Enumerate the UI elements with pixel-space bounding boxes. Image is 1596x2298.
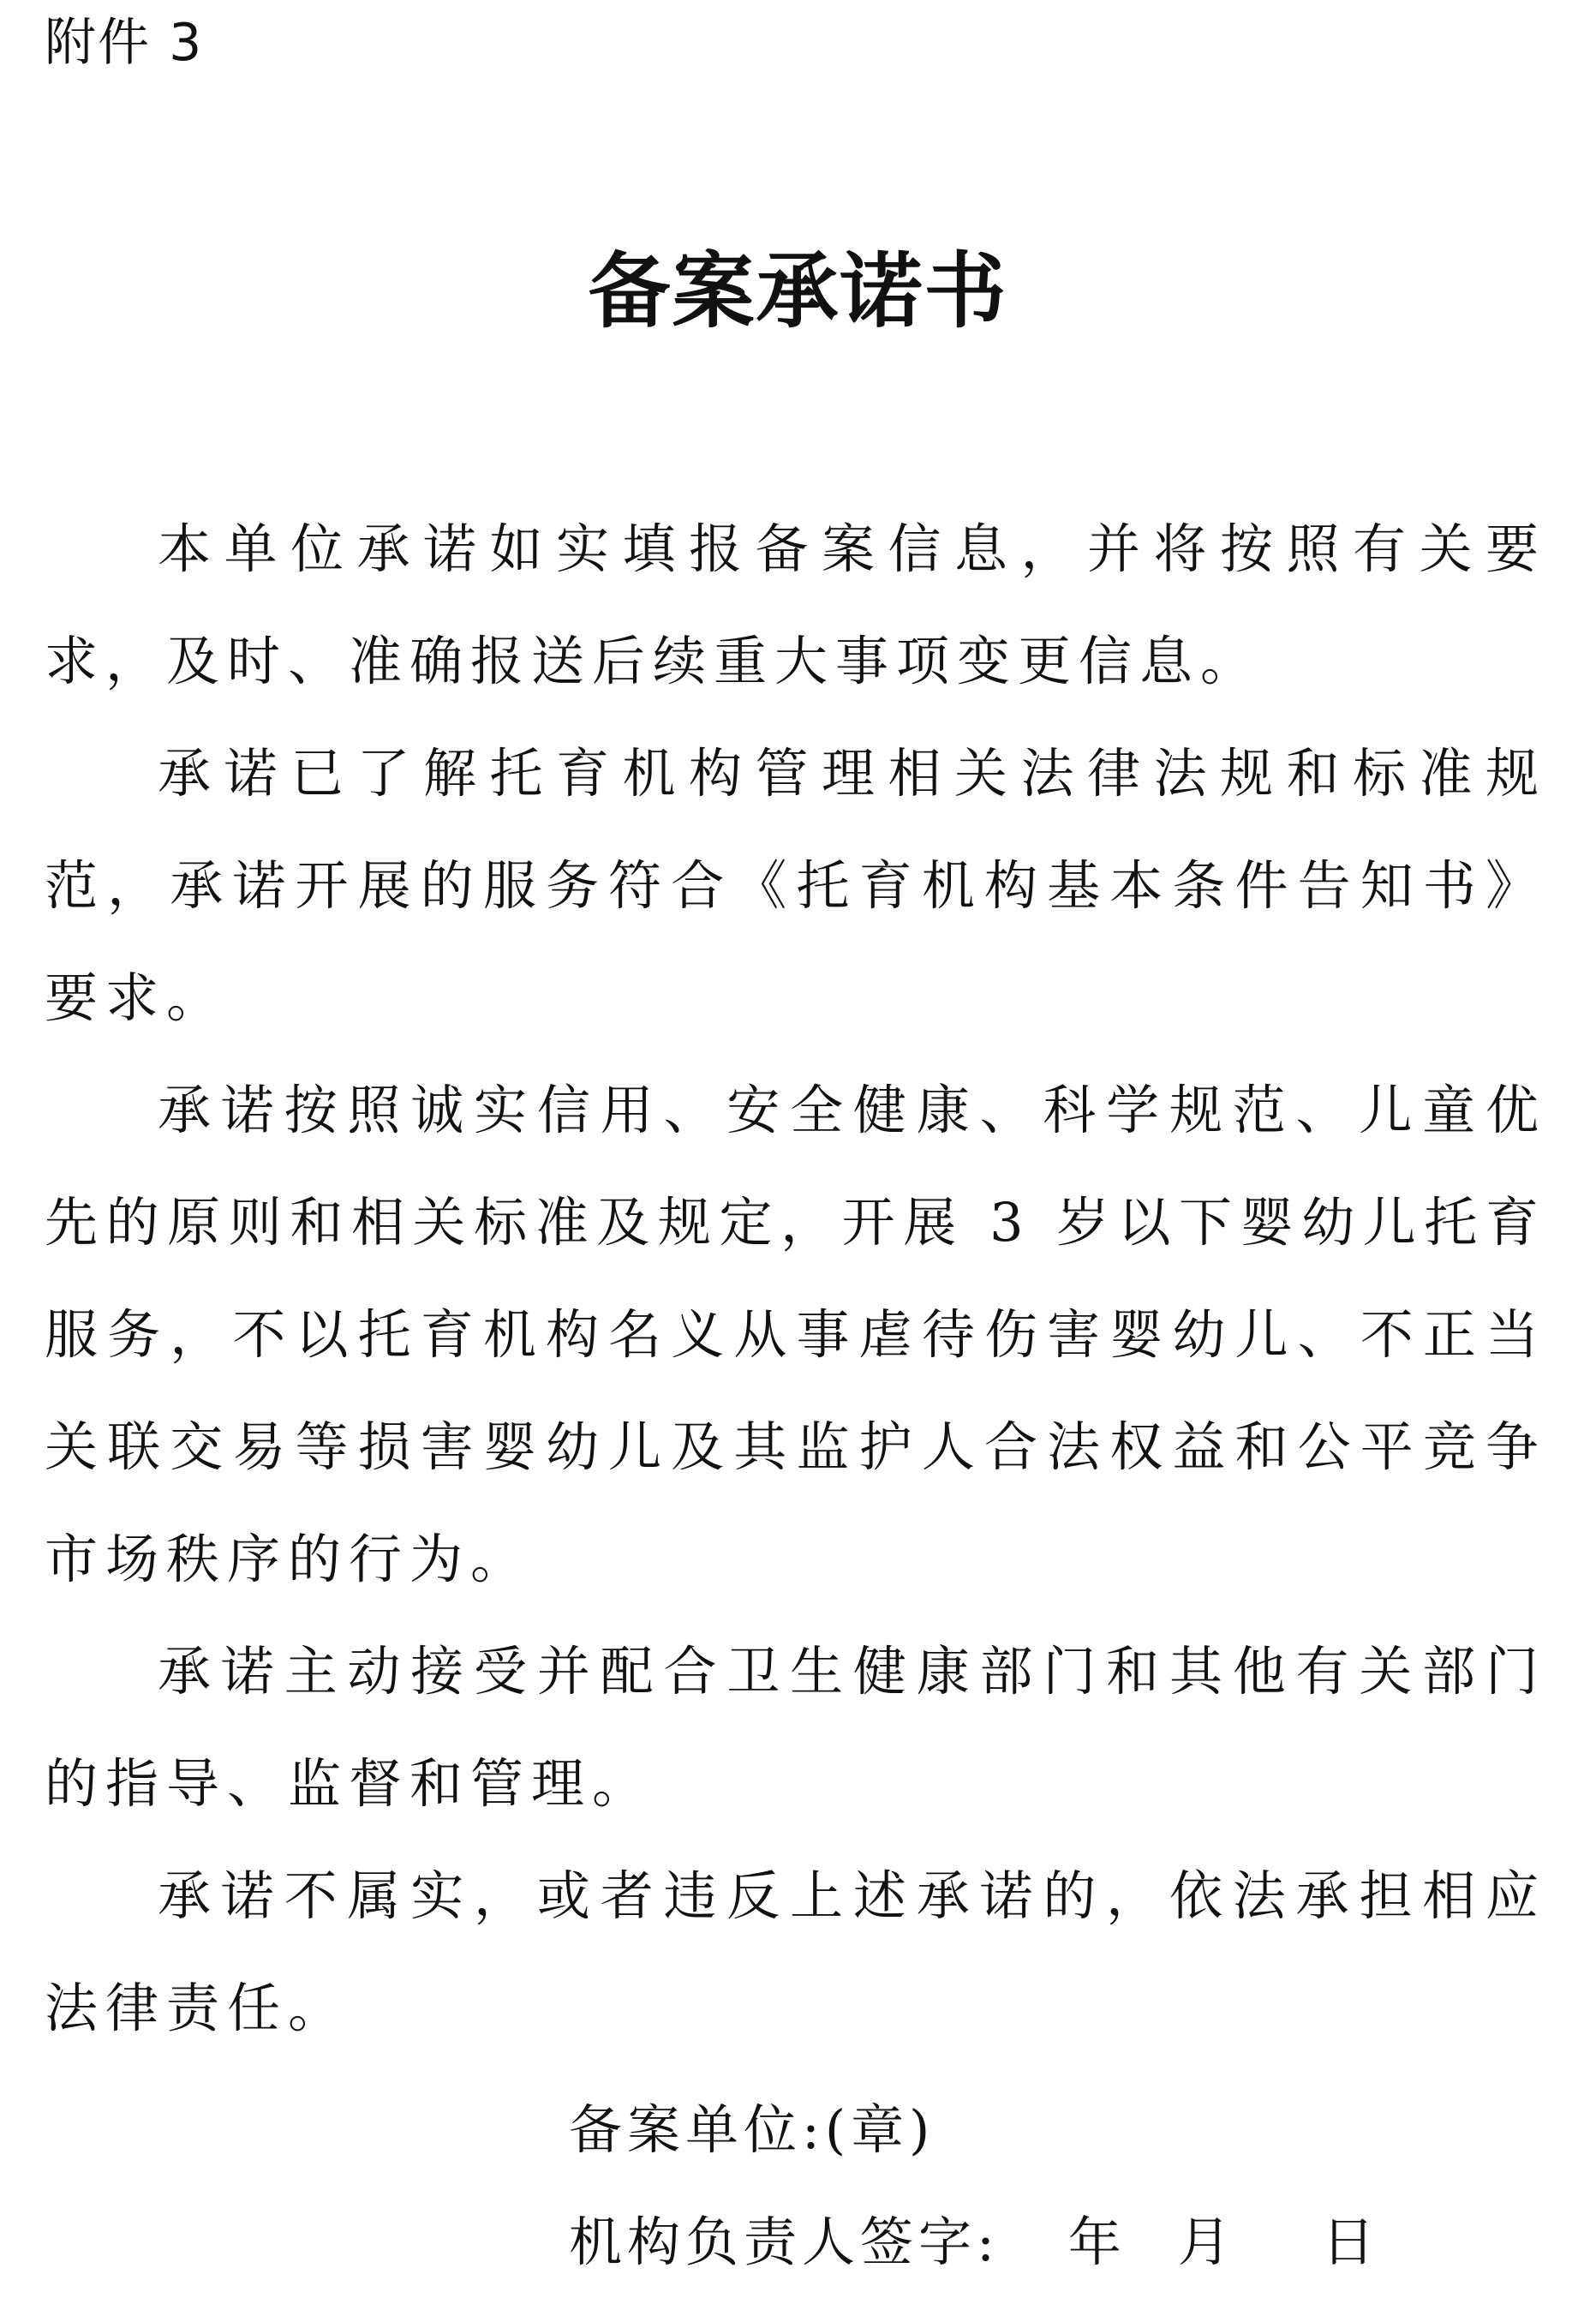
- paragraph-3: 承诺按照诚实信用、安全健康、科学规范、儿童优先的原则和相关标准及规定，开展 3 岁以下婴幼儿托育服务，不以托育机构名义从事虐待伤害婴幼儿、不正当关联交易等损害婴幼儿及其监护人合法权益和公平竞争市场秩序的行为。: [45, 1079, 1546, 1590]
- signer-line: [569, 2186, 1380, 2298]
- year-label: 年: [1067, 2211, 1127, 2273]
- commitment-body: [45, 493, 1546, 2064]
- month-label: 月: [1177, 2211, 1236, 2273]
- paragraph-4: 承诺主动接受并配合卫生健康部门和其他有关部门的指导、监督和管理。: [45, 1640, 1546, 1815]
- filing-unit-label: 备案单位:(章): [569, 2098, 935, 2161]
- paragraph-5: 承诺不属实，或者违反上述承诺的，依法承担相应法律责任。: [45, 1864, 1546, 2039]
- document-title: 备案承诺书: [588, 243, 1008, 339]
- signature-block: [569, 2074, 1380, 2298]
- paragraph-2: 承诺已了解托育机构管理相关法律法规和标准规范，承诺开展的服务符合《托育机构基本条件告知书》要求。: [45, 742, 1546, 1029]
- paragraph-1: 本单位承诺如实填报备案信息，并将按照有关要求，及时、准确报送后续重大事项变更信息。: [45, 518, 1546, 692]
- attachment-label: 附件 3: [45, 13, 204, 73]
- day-label: 日: [1321, 2211, 1380, 2273]
- signer-label: 机构负责人签字:: [569, 2211, 1000, 2273]
- filing-unit-line: [569, 2074, 1380, 2186]
